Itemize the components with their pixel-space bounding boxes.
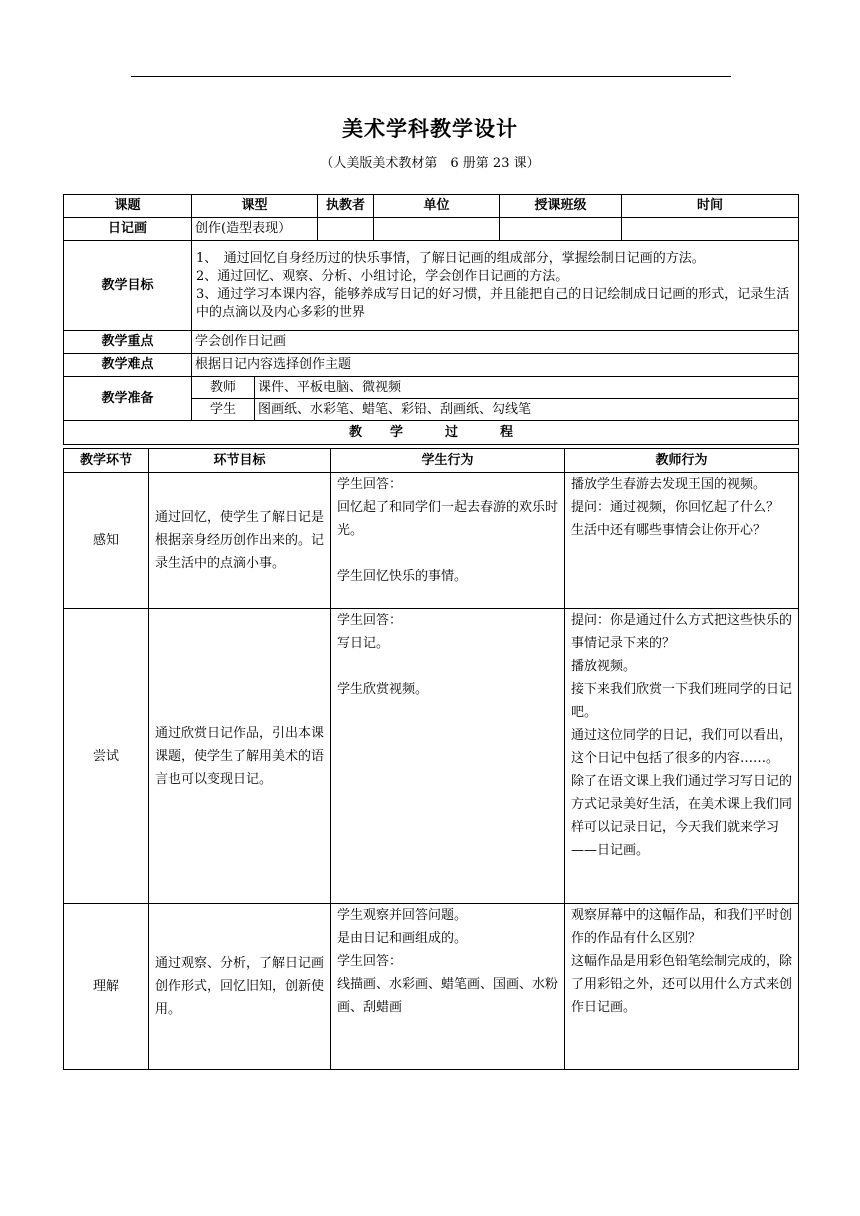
goal-item: 3、通过学习本课内容，能够养成写日记的好习惯，并且能把自己的日记绘制成日记画的形式，记录生活中的点滴以及内心多彩的世界 xyxy=(196,286,790,320)
prep-teacher-value: 课件、平板电脑、微视频 xyxy=(255,377,799,399)
stage-goal: 通过欣赏日记作品，引出本课课题，使学生了解用美术的语言也可以变现日记。 xyxy=(149,609,331,904)
student-line: 学生回忆快乐的事情。 xyxy=(337,569,468,584)
student-line: 是由日记和画组成的。 xyxy=(337,931,468,946)
goals-label: 教学目标 xyxy=(64,241,192,331)
stage-name: 感知 xyxy=(64,473,149,609)
col-topic: 课题 xyxy=(64,195,192,218)
student-line: 学生回答： xyxy=(337,954,403,969)
process-table xyxy=(63,448,799,1070)
topic-row xyxy=(64,218,799,241)
key-point-value: 学会创作日记画 xyxy=(192,331,799,354)
goals-content xyxy=(192,241,799,331)
col-unit: 单位 xyxy=(374,195,500,218)
difficulty-row xyxy=(64,354,799,377)
teacher-line: 播放视频。 xyxy=(571,659,637,674)
process-title-char: 学 xyxy=(390,424,404,440)
prep-teacher-label: 教师 xyxy=(192,377,255,399)
teacher-action xyxy=(565,904,799,1070)
prep-row-teacher xyxy=(64,377,799,399)
goals-row xyxy=(64,241,799,331)
teacher-line: 观察屏幕中的这幅作品，和我们平时创作的作品有什么区别？ xyxy=(571,908,793,946)
student-line: 写日记。 xyxy=(337,636,390,651)
process-title-char: 程 xyxy=(500,424,514,440)
teacher-line: 播放学生春游去发现王国的视频。 xyxy=(571,477,767,492)
class-value xyxy=(500,218,622,241)
stage-goal: 通过回忆，使学生了解日记是根据亲身经历创作出来的。记录生活中的点滴小事。 xyxy=(149,473,331,609)
teacher-action xyxy=(565,609,799,904)
header-row xyxy=(64,195,799,218)
goal-item: 1、 通过回忆自身经历过的快乐事情，了解日记画的组成部分，掌握绘制日记画的方法。 xyxy=(196,250,705,266)
key-point-label: 教学重点 xyxy=(64,331,192,354)
col-teacher: 执教者 xyxy=(318,195,374,218)
process-header-row xyxy=(64,449,799,473)
student-line: 学生欣赏视频。 xyxy=(337,682,429,697)
difficulty-value: 根据日记内容选择创作主题 xyxy=(192,354,799,377)
col-teacher-action: 教师行为 xyxy=(565,449,799,473)
table-row xyxy=(64,904,799,1070)
process-title-row xyxy=(64,421,799,445)
teacher-action xyxy=(565,473,799,609)
goal-item: 2、通过回忆、观察、分析、小组讨论，学会创作日记画的方法。 xyxy=(196,268,569,284)
prep-student-label: 学生 xyxy=(192,399,255,421)
teacher-value xyxy=(318,218,374,241)
col-time: 时间 xyxy=(622,195,799,218)
student-action xyxy=(331,473,565,609)
col-class: 授课班级 xyxy=(500,195,622,218)
col-type: 课型 xyxy=(192,195,318,218)
teacher-line: 提问：通过视频，你回忆起了什么？ xyxy=(571,500,780,515)
stage-name: 尝试 xyxy=(64,609,149,904)
teacher-line: 生活中还有哪些事情会让你开心？ xyxy=(571,523,767,538)
unit-value xyxy=(374,218,500,241)
process-title-char: 教 xyxy=(348,424,362,440)
teacher-line: 除了在语文课上我们通过学习写日记的方式记录美好生活，在美术课上我们同样可以记录日记，今天我们就来学习——日记画。 xyxy=(571,774,793,858)
stage-goal: 通过观察、分析，了解日记画创作形式，回忆旧知，创新使用。 xyxy=(149,904,331,1070)
student-line: 线描画、水彩画、蜡笔画、国画、水粉画、刮蜡画 xyxy=(337,977,559,1015)
topic-value: 日记画 xyxy=(64,218,192,241)
lesson-info-table xyxy=(63,194,799,445)
document-subtitle: （人美版美术教材第 6 册第 23 课） xyxy=(320,156,540,171)
student-line: 学生观察并回答问题。 xyxy=(337,908,468,923)
student-action xyxy=(331,904,565,1070)
process-title-char: 过 xyxy=(445,424,459,440)
student-action xyxy=(331,609,565,904)
teacher-line: 接下来我们欣赏一下我们班同学的日记吧。 xyxy=(571,682,793,720)
col-stage: 教学环节 xyxy=(64,449,149,473)
student-line: 学生回答： xyxy=(337,477,403,492)
top-rule xyxy=(131,76,731,77)
process-title xyxy=(64,421,799,445)
document-title: 美术学科教学设计 xyxy=(342,116,518,141)
col-student-action: 学生行为 xyxy=(331,449,565,473)
key-point-row xyxy=(64,331,799,354)
teacher-line: 通过这位同学的日记，我们可以看出，这个日记中包括了很多的内容……。 xyxy=(571,728,793,766)
student-line: 学生回答： xyxy=(337,613,403,628)
table-row xyxy=(64,473,799,609)
col-stage-goal: 环节目标 xyxy=(149,449,331,473)
difficulty-label: 教学难点 xyxy=(64,354,192,377)
type-value: 创作(造型表现） xyxy=(192,218,318,241)
teacher-line: 提问：你是通过什么方式把这些快乐的事情记录下来的？ xyxy=(571,613,793,651)
student-line: 回忆起了和同学们一起去春游的欢乐时光。 xyxy=(337,500,559,538)
time-value xyxy=(622,218,799,241)
stage-name: 理解 xyxy=(64,904,149,1070)
teacher-line: 这幅作品是用彩色铅笔绘制完成的，除了用彩铅之外，还可以用什么方式来创作日记画。 xyxy=(571,954,793,1015)
table-row xyxy=(64,609,799,904)
prep-student-value: 图画纸、水彩笔、蜡笔、彩铅、刮画纸、勾线笔 xyxy=(255,399,799,421)
prep-label: 教学准备 xyxy=(64,377,192,421)
